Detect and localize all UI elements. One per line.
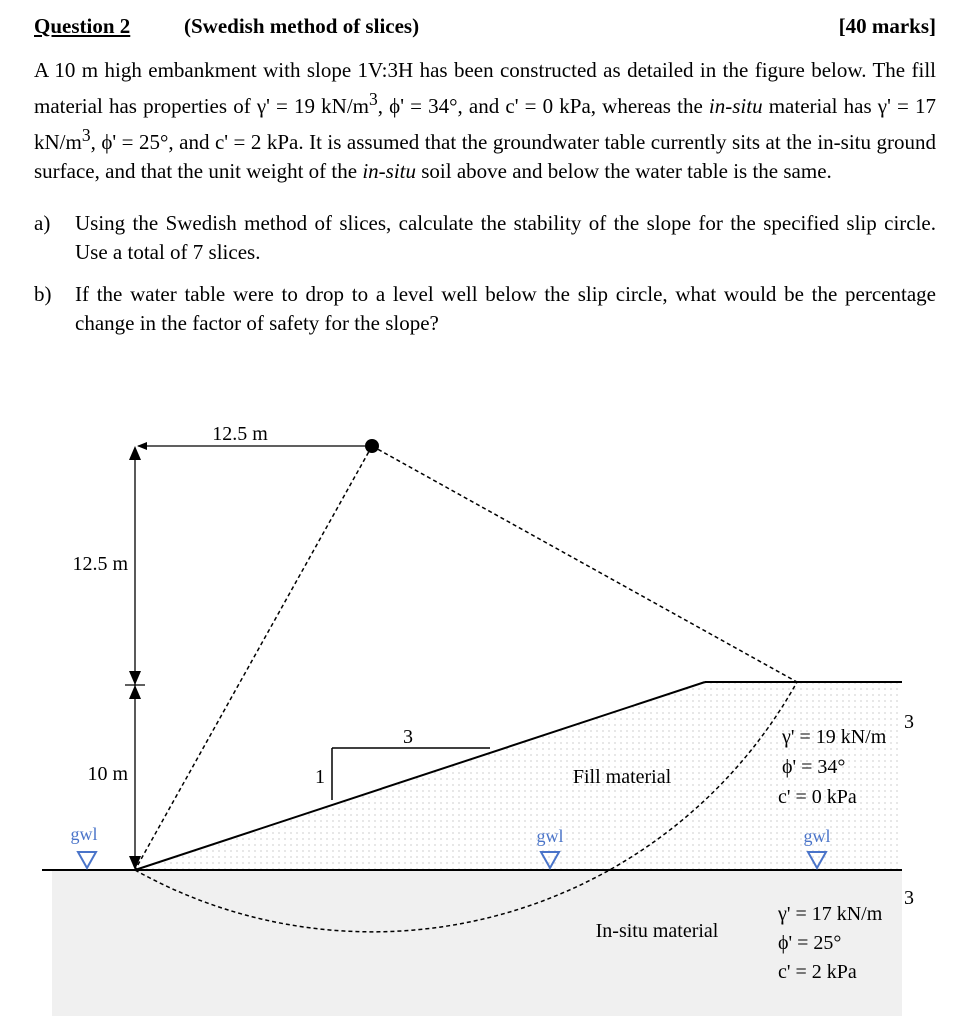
question-marks: [40 marks] <box>838 14 936 38</box>
insitu-gamma-sup: 3 <box>904 887 914 909</box>
fill-gamma-sup: 3 <box>904 711 914 733</box>
question-title: (Swedish method of slices) <box>184 14 420 38</box>
embankment-figure <box>0 380 972 1020</box>
intro-italic-2: in-situ <box>362 159 416 183</box>
dim-lower-vertical-label: 10 m <box>87 763 128 785</box>
slope-ratio-h: 3 <box>403 726 413 748</box>
part-a-text: Using the Swedish method of slices, calculate the stability of the slope for the specified slip circle. Use a total of 7 slices. <box>75 211 936 264</box>
insitu-material-label: In-situ material <box>595 920 719 942</box>
gwl-label-middle: gwl <box>536 826 564 846</box>
gwl-triangle-left <box>78 852 96 868</box>
intro-sup-2: 3 <box>81 125 91 145</box>
fill-gamma: γ' = 19 kN/m <box>782 726 887 748</box>
fill-cohesion: c' = 0 kPa <box>778 786 857 808</box>
intro-text-3: material has γ' = 17 kN/m <box>34 94 936 154</box>
part-b-text: If the water table were to drop to a level well below the slip circle, what would be the percentage change in the factor of safety for the slope? <box>75 282 936 335</box>
question-number: Question 2 <box>34 14 131 38</box>
part-b-label: b) <box>34 282 52 306</box>
intro-text-2: , ϕ' = 34°, and c' = 0 kPa, whereas the <box>377 94 709 118</box>
problem-statement <box>34 56 936 186</box>
part-a-label: a) <box>34 211 51 235</box>
question-header <box>34 14 936 44</box>
embankment-diagram <box>0 380 972 1020</box>
intro-italic-1: in-situ <box>708 94 763 118</box>
insitu-phi: ϕ' = 25° <box>778 932 842 954</box>
intro-text-1: A 10 m high embankment with slope 1V:3H has been constructed as detailed in the figure below. The fill material has properties of γ' = 19 kN/m <box>34 58 936 118</box>
dim-lower-arrowhead-top <box>129 685 141 699</box>
dim-upper-arrowhead-bottom <box>129 671 141 685</box>
question-parts <box>34 209 936 351</box>
gwl-label-left: gwl <box>70 824 98 844</box>
gwl-label-right: gwl <box>803 826 831 846</box>
fill-material-label: Fill material <box>572 766 672 788</box>
intro-text-5: soil above and below the water table is the same. <box>415 159 832 183</box>
intro-text-4: , ϕ' = 25°, and c' = 2 kPa. It is assumed that the groundwater table currently sits at the in-situ ground surface, and that the unit weight of the <box>34 130 936 183</box>
insitu-cohesion: c' = 2 kPa <box>778 961 857 983</box>
dim-horizontal-label: 12.5 m <box>212 423 268 445</box>
part-a <box>34 209 936 267</box>
insitu-gamma: γ' = 17 kN/m <box>778 903 883 925</box>
intro-sup-1: 3 <box>369 89 378 109</box>
slope-ratio-v: 1 <box>315 766 325 788</box>
part-b <box>34 280 936 338</box>
radius-line-crest <box>372 446 797 682</box>
dim-upper-arrowhead-top <box>129 446 141 460</box>
dim-upper-vertical-label: 12.5 m <box>72 553 128 575</box>
circle-centre <box>365 439 379 453</box>
fill-phi: ϕ' = 34° <box>782 756 846 778</box>
